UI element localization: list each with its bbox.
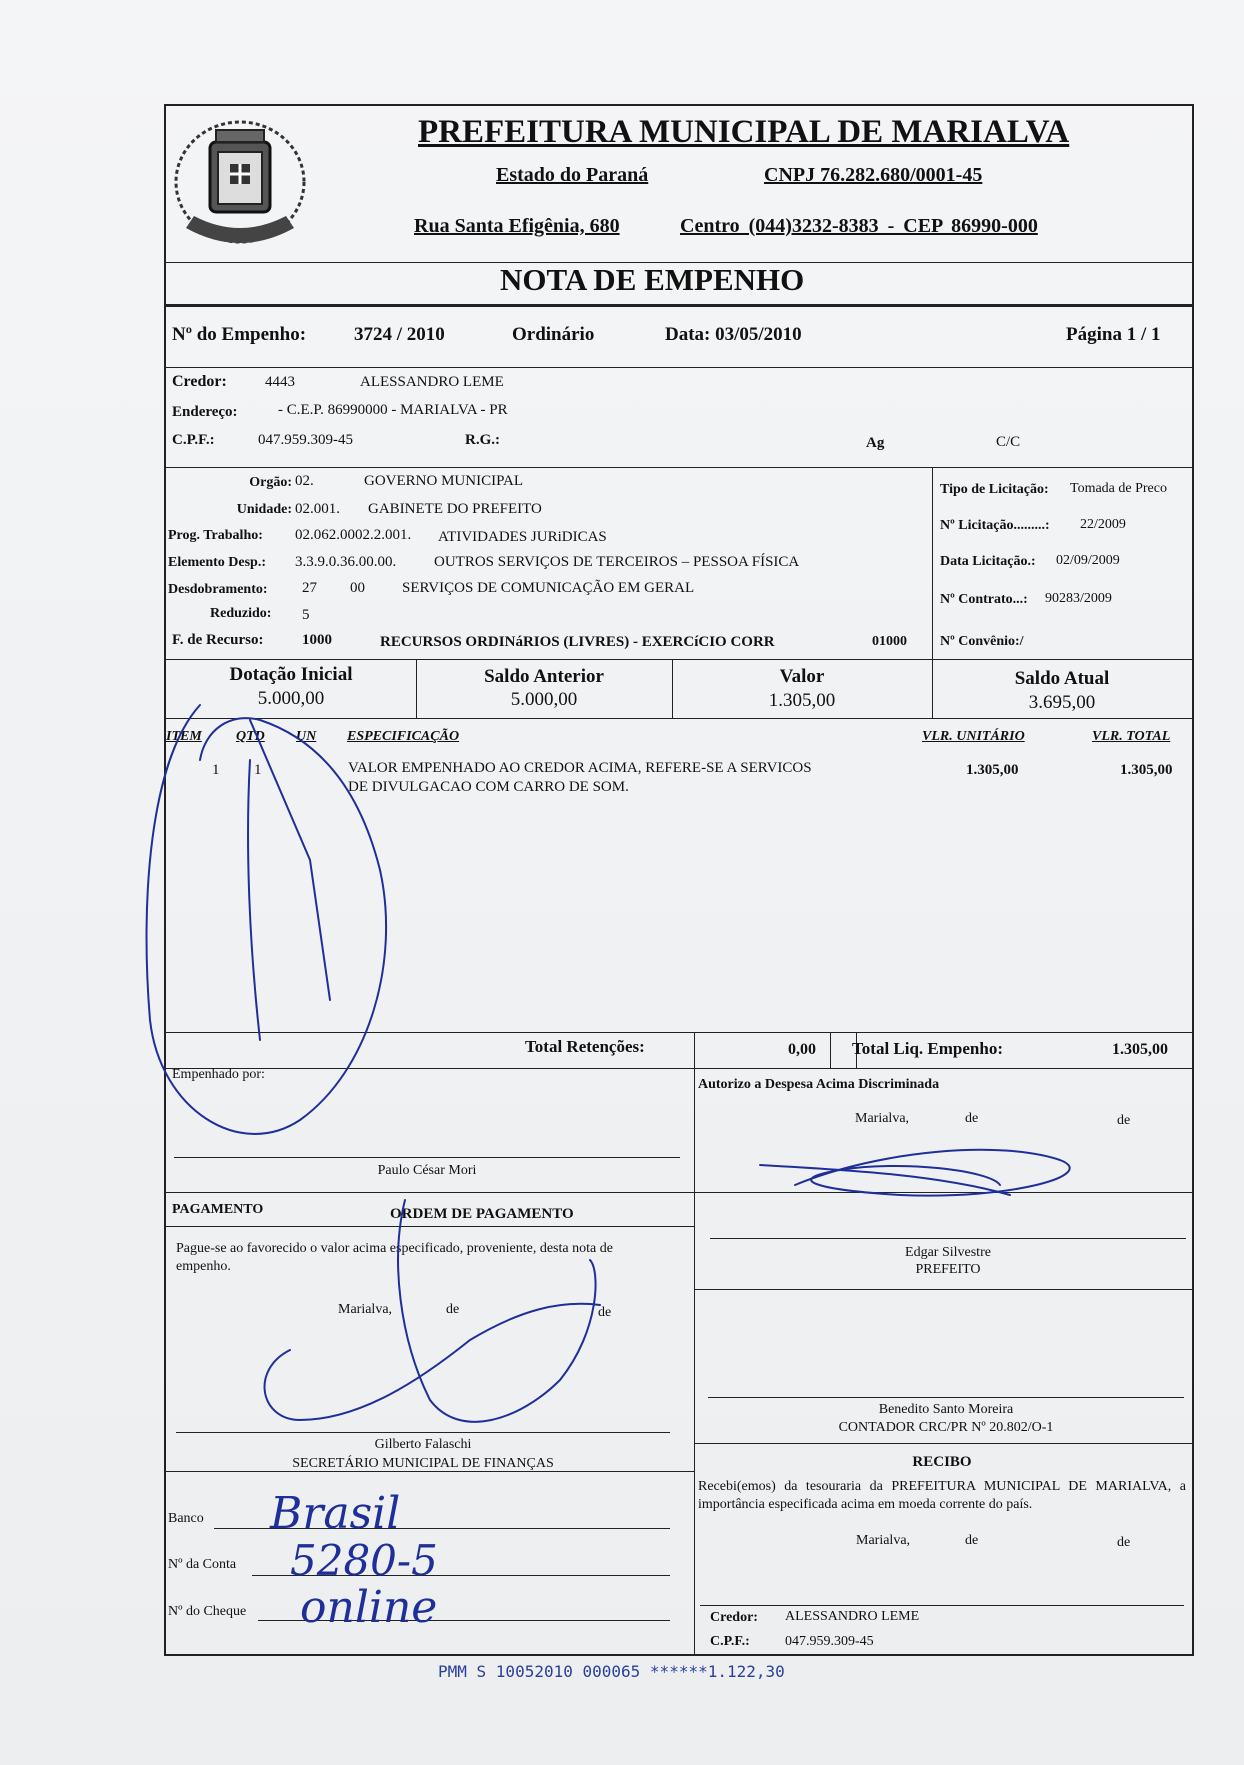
row-vlr-total: 1.305,00 (1120, 762, 1173, 778)
recibo-de2: de (1117, 1535, 1131, 1550)
num-licitacao-label: Nº Licitação.........: (940, 518, 1050, 533)
endereco-value: - C.E.P. 86990000 - MARIALVA - PR (278, 402, 508, 418)
unidade-name: GABINETE DO PREFEITO (368, 501, 542, 517)
autorizo-place: Marialva, (855, 1111, 910, 1126)
col-un: UN (296, 729, 317, 744)
empenho-page: Página 1 / 1 (1066, 324, 1161, 345)
contrato-value: 90283/2009 (1045, 591, 1112, 606)
recibo-text: Recebi(emos) da tesouraria da PREFEITURA MUNICIPAL DE MARIALVA, a importância especificada acima em moeda corrente do país. (698, 1479, 1186, 1512)
credor-name: ALESSANDRO LEME (360, 374, 504, 390)
header-state: Estado do Paraná (496, 164, 649, 186)
col-vlr-total: VLR. TOTAL (1092, 729, 1171, 744)
empenhado-label: Empenhado por: (172, 1067, 265, 1082)
recibo-place: Marialva, (856, 1533, 911, 1548)
elem-name: OUTROS SERVIÇOS DE TERCEIROS – PESSOA FÍSICA (434, 554, 800, 570)
recibo-cpf-value: 047.959.309-45 (785, 1634, 874, 1649)
saldo-anterior-value: 5.000,00 (510, 689, 578, 710)
rg-label: R.G.: (465, 432, 500, 448)
saldo-atual-label: Saldo Atual (1014, 668, 1110, 689)
elem-code: 3.3.9.0.36.00.00. (295, 554, 397, 570)
conta-handwritten: 5280-5 (290, 1536, 438, 1585)
recibo-credor-value: ALESSANDRO LEME (785, 1609, 920, 1624)
data-licitacao-value: 02/09/2009 (1056, 553, 1120, 568)
cpf-label: C.P.F.: (172, 432, 215, 448)
autorizo-de1: de (965, 1111, 979, 1126)
ordem-pagamento: ORDEM DE PAGAMENTO (390, 1206, 574, 1222)
col-item: ITEM (166, 729, 202, 744)
empenho-number: 3724 / 2010 (354, 324, 445, 345)
elem-label: Elemento Desp.: (168, 555, 266, 570)
credor-code: 4443 (265, 374, 295, 390)
header-title: PREFEITURA MUNICIPAL DE MARIALVA (418, 114, 1070, 150)
valor-label: Valor (779, 666, 825, 687)
cpf-value: 047.959.309-45 (258, 432, 353, 448)
recibo-cpf-label: C.P.F.: (710, 1634, 750, 1649)
secretario-role: SECRETÁRIO MUNICIPAL DE FINANÇAS (292, 1456, 554, 1471)
empenho-type: Ordinário (512, 324, 595, 345)
desd-code: 27 (302, 580, 317, 596)
recibo-de1: de (965, 1533, 979, 1548)
secretario-name: Gilberto Falaschi (374, 1437, 472, 1452)
row-desc-line1: VALOR EMPENHADO AO CREDOR ACIMA, REFERE-SE A SERVICOS (348, 760, 812, 776)
autorizo-de2: de (1117, 1113, 1131, 1128)
desd-sub: 00 (350, 580, 365, 596)
desd-label: Desdobramento: (168, 582, 268, 597)
total-liq-value: 1.305,00 (1112, 1041, 1168, 1058)
empenhado-name: Paulo César Mori (377, 1163, 477, 1178)
payment-stamp: PMM S 10052010 000065 ******1.122,30 (438, 1662, 785, 1681)
recibo-label: RECIBO (912, 1454, 972, 1470)
row-desc-line2: DE DIVULGACAO COM CARRO DE SOM. (348, 779, 629, 795)
ag-label: Ag (866, 435, 885, 451)
total-retencoes-label: Total Retenções: (525, 1037, 645, 1056)
unidade-code: 02.001. (295, 501, 340, 517)
endereco-label: Endereço: (172, 404, 238, 420)
header-street: Rua Santa Efigênia, 680 (414, 215, 620, 237)
orgao-label: Orgão: (249, 475, 292, 490)
banco-handwritten: Brasil (270, 1488, 401, 1539)
tipo-licitacao-value: Tomada de Preco (1070, 481, 1167, 496)
convenio-label: Nº Convênio:/ (940, 634, 1024, 649)
prefeito-role: PREFEITO (915, 1262, 981, 1277)
pagamento-de2: de (598, 1305, 612, 1320)
recurso-label: F. de Recurso: (172, 632, 264, 648)
header-contact: Centro (044)3232-8383 - CEP 86990-000 (680, 215, 1038, 237)
contador-name: Benedito Santo Moreira (878, 1402, 1014, 1417)
cheque-handwritten: online (300, 1582, 438, 1633)
valor-value: 1.305,00 (768, 690, 836, 711)
credor-label: Credor: (172, 373, 227, 390)
recibo-credor-label: Credor: (710, 1610, 758, 1625)
col-vlr-unitario: VLR. UNITÁRIO (922, 729, 1025, 744)
doc-title: NOTA DE EMPENHO (500, 262, 805, 297)
col-especificacao: ESPECIFICAÇÃO (347, 729, 460, 744)
col-qtd: QTD (236, 729, 265, 744)
orgao-code: 02. (295, 473, 314, 489)
autorizo-label: Autorizo a Despesa Acima Discriminada (698, 1077, 940, 1092)
dotacao-inicial-value: 5.000,00 (257, 688, 325, 709)
pagamento-text: Pague-se ao favorecido o valor acima especificado, proveniente, desta nota de empenho. (176, 1241, 613, 1274)
reduzido-code: 5 (302, 607, 310, 623)
prog-label: Prog. Trabalho: (168, 528, 263, 543)
pagamento-de1: de (446, 1302, 460, 1317)
row-vlr-unitario: 1.305,00 (966, 762, 1019, 778)
header-cnpj: CNPJ 76.282.680/0001-45 (764, 164, 983, 186)
empenho-label: Nº do Empenho: (172, 324, 307, 345)
recurso-name: RECURSOS ORDINáRIOS (LIVRES) - EXERCíCIO CORR (380, 634, 775, 650)
conta-label: Nº da Conta (168, 1557, 237, 1572)
orgao-name: GOVERNO MUNICIPAL (364, 473, 524, 489)
row-qtd: 1 (254, 762, 262, 778)
recurso-extra: 01000 (872, 634, 907, 649)
prog-name: ATIVIDADES JURiDICAS (438, 529, 607, 545)
contador-role: CONTADOR CRC/PR Nº 20.802/O-1 (838, 1420, 1054, 1435)
prefeito-name: Edgar Silvestre (905, 1245, 991, 1260)
row-item: 1 (212, 762, 220, 778)
cheque-label: Nº do Cheque (168, 1604, 247, 1619)
cc-label: C/C (996, 434, 1021, 450)
reduzido-label: Reduzido: (210, 606, 272, 621)
pagamento-place: Marialva, (338, 1302, 393, 1317)
banco-label: Banco (168, 1511, 204, 1526)
data-licitacao-label: Data Licitação.: (940, 554, 1036, 569)
recurso-code: 1000 (302, 632, 332, 648)
dotacao-inicial-label: Dotação Inicial (229, 664, 353, 685)
total-retencoes-value: 0,00 (788, 1041, 816, 1058)
num-licitacao-value: 22/2009 (1080, 517, 1126, 532)
saldo-atual-value: 3.695,00 (1028, 692, 1096, 713)
unidade-label: Unidade: (236, 502, 292, 517)
total-liq-label: Total Liq. Empenho: (852, 1039, 1003, 1058)
pagamento-label: PAGAMENTO (172, 1202, 264, 1217)
contrato-label: Nº Contrato...: (940, 592, 1028, 607)
empenho-date: Data: 03/05/2010 (665, 324, 802, 345)
tipo-licitacao-label: Tipo de Licitação: (940, 482, 1049, 497)
desd-name: SERVIÇOS DE COMUNICAÇÃO EM GERAL (402, 580, 695, 596)
saldo-anterior-label: Saldo Anterior (484, 666, 604, 687)
prog-code: 02.062.0002.2.001. (295, 527, 412, 543)
